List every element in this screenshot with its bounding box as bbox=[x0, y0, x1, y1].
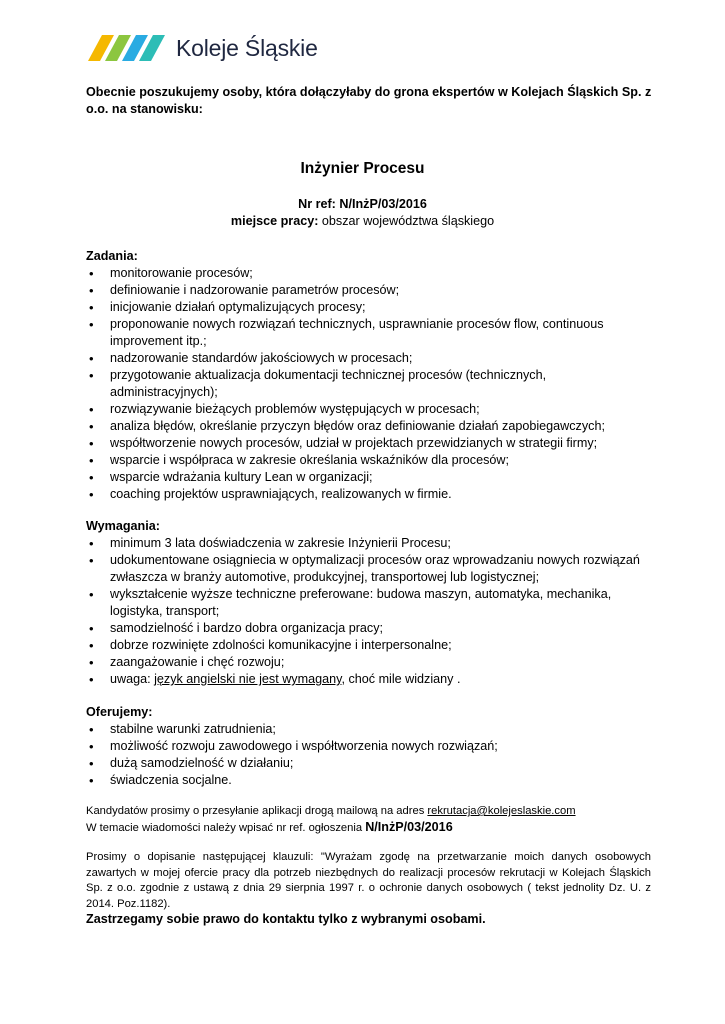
requirements-list bbox=[86, 535, 651, 688]
requirements-heading: Wymagania: bbox=[86, 519, 160, 533]
list-item: • udokumentowane osiągniecia w optymalizacji procesów oraz wprowadzaniu nowych rozwiązań zwłaszcza w branży automotive, produkcyjnej, transportowej lub logistycznej; bbox=[86, 552, 651, 586]
offer-heading: Oferujemy: bbox=[86, 705, 153, 719]
tasks-section bbox=[86, 248, 651, 503]
list-item: • przygotowanie aktualizacja dokumentacji technicznej procesów (technicznych, administracyjnych); bbox=[86, 367, 651, 401]
note-suffix: , choć mile widziany . bbox=[341, 672, 461, 686]
offer-list bbox=[86, 721, 651, 789]
list-item: • współtworzenie nowych procesów, udział w projektach przewidzianych w strategii firmy; bbox=[86, 435, 651, 452]
list-item: • samodzielność i bardzo dobra organizacja pracy; bbox=[86, 620, 651, 637]
workplace-value: obszar województwa śląskiego bbox=[321, 214, 495, 228]
offer-section bbox=[86, 704, 651, 789]
consent-clause: Prosimy o dopisanie następującej klauzuli: "Wyrażam zgodę na przetwarzanie moich danych osobowych zawartych w mojej ofercie pracy dla potrzeb niezbędnych do realizacji procesów rekrutacji w Kolejach Śląskich Sp. z o.o. zgodnie z ustawą z dnia 29 sierpnia 1997 r. o ochronie danych osobowych ( tekst jednolity Dz. U. z 2014. Poz.1182). bbox=[86, 851, 651, 910]
list-item: • stabilne warunki zatrudnienia; bbox=[86, 721, 651, 738]
list-item: • dobrze rozwinięte zdolności komunikacyjne i interpersonalne; bbox=[86, 637, 651, 654]
list-item: • proponowanie nowych rozwiązań technicznych, usprawnianie procesów flow, continuous improvement itp.; bbox=[86, 316, 651, 350]
reference-block bbox=[0, 196, 725, 230]
tasks-list bbox=[86, 265, 651, 503]
list-item: • analiza błędów, określanie przyczyn błędów oraz definiowanie działań zapobiegawczych; bbox=[86, 418, 651, 435]
email-link[interactable]: rekrutacja@kolejeslaskie.com bbox=[427, 805, 576, 817]
contact-line-2: W temacie wiadomości należy wpisać nr ref. ogłoszenia bbox=[86, 822, 366, 834]
company-logo bbox=[86, 30, 318, 66]
list-item: • wsparcie wdrażania kultury Lean w organizacji; bbox=[86, 469, 651, 486]
list-item: • monitorowanie procesów; bbox=[86, 265, 651, 282]
list-item: • dużą samodzielność w działaniu; bbox=[86, 755, 651, 772]
list-item: • definiowanie i nadzorowanie parametrów procesów; bbox=[86, 282, 651, 299]
list-item: • coaching projektów usprawniających, realizowanych w firmie. bbox=[86, 486, 651, 503]
contact-ref-code: N/InżP/03/2016 bbox=[365, 820, 453, 834]
contact-info bbox=[86, 803, 651, 836]
note-prefix: uwaga: bbox=[110, 672, 155, 686]
list-item: • wykształcenie wyższe techniczne preferowane: budowa maszyn, automatyka, mechanika, logistyka, transport; bbox=[86, 586, 651, 620]
list-item: • inicjowanie działań optymalizujących procesy; bbox=[86, 299, 651, 316]
logo-stripes-icon bbox=[86, 33, 168, 63]
contact-line-1: Kandydatów prosimy o przesyłanie aplikacji drogą mailową na adres bbox=[86, 805, 428, 817]
reservation-note: Zastrzegamy sobie prawo do kontaktu tylko z wybranymi osobami. bbox=[86, 912, 486, 926]
list-item-note bbox=[86, 671, 651, 688]
list-item: • nadzorowanie standardów jakościowych w procesach; bbox=[86, 350, 651, 367]
intro-text: Obecnie poszukujemy osoby, która dołączyłaby do grona ekspertów w Kolejach Śląskich Sp. z o.o. na stanowisku: bbox=[86, 85, 652, 116]
english-not-required-text: język angielski nie jest wymagany bbox=[154, 672, 342, 686]
list-item: • możliwość rozwoju zawodowego i współtworzenia nowych rozwiązań; bbox=[86, 738, 651, 755]
logo-wordmark: Koleje Śląskie bbox=[176, 34, 318, 61]
list-item: • minimum 3 lata doświadczenia w zakresie Inżynierii Procesu; bbox=[86, 535, 651, 552]
job-title: Inżynier Procesu bbox=[300, 160, 425, 177]
list-item: • rozwiązywanie bieżących problemów występujących w procesach; bbox=[86, 401, 651, 418]
list-item: • świadczenia socjalne. bbox=[86, 772, 651, 789]
workplace-label: miejsce pracy: bbox=[230, 214, 319, 228]
tasks-heading: Zadania: bbox=[86, 249, 138, 263]
list-item: • zaangażowanie i chęć rozwoju; bbox=[86, 654, 651, 671]
requirements-section bbox=[86, 518, 651, 688]
list-item: • wsparcie i współpraca w zakresie określania wskaźników dla procesów; bbox=[86, 452, 651, 469]
reference-number: Nr ref: N/InżP/03/2016 bbox=[298, 197, 427, 211]
